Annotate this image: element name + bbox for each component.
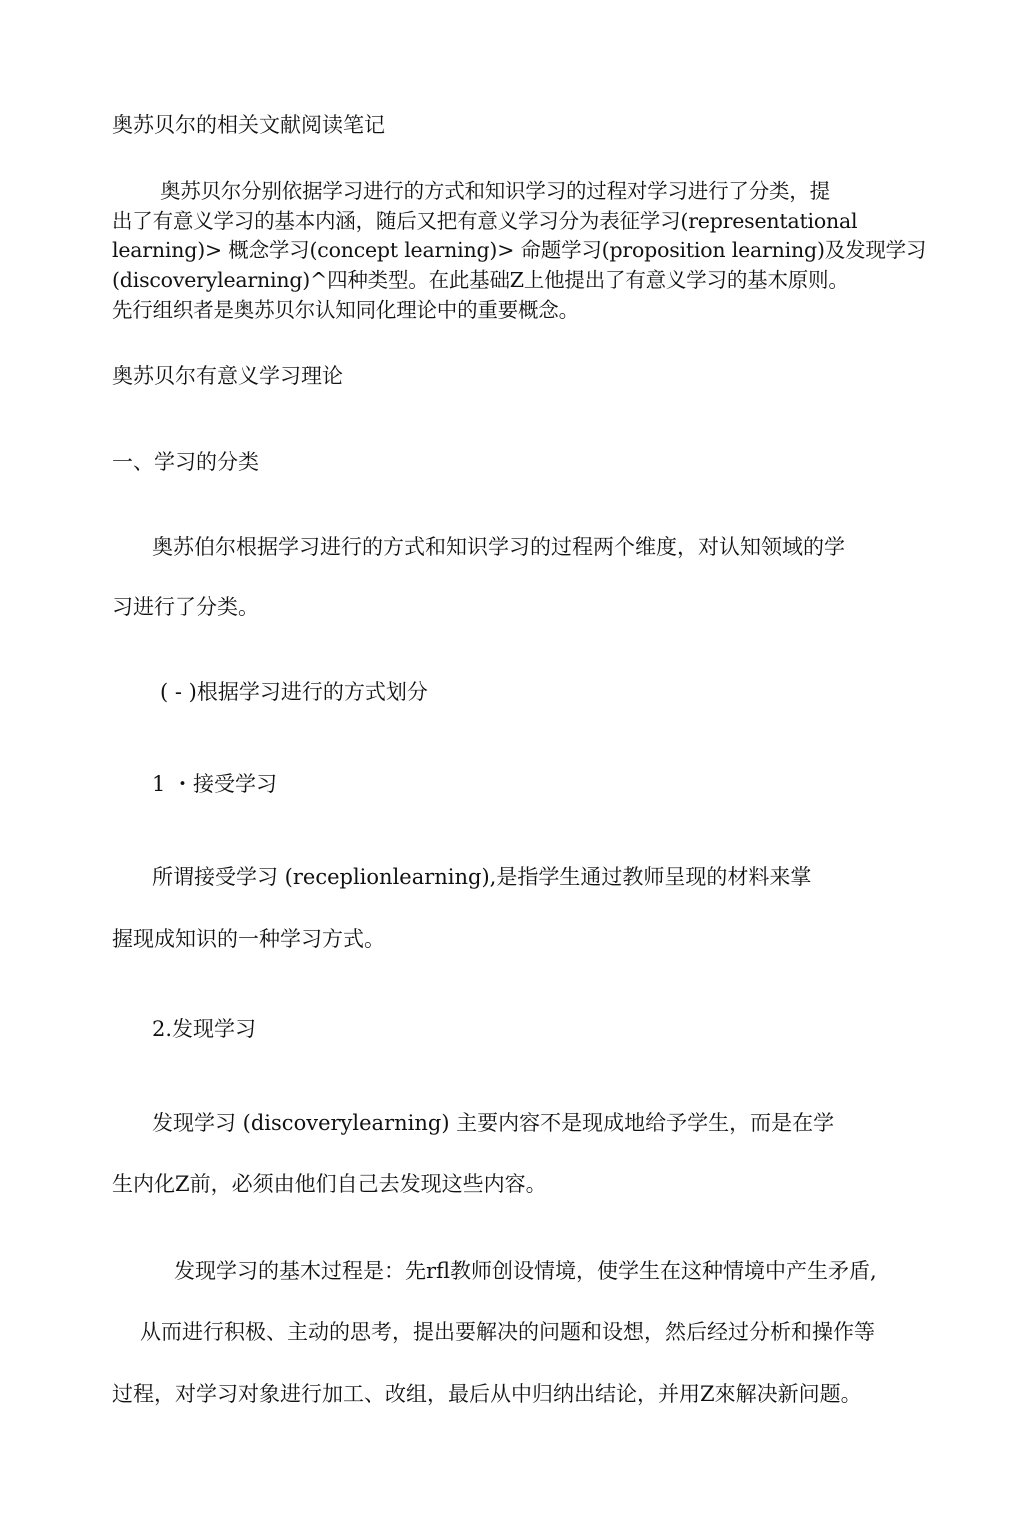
intro-line: 出了有意义学习的基本内涵，随后又把有意义学习分为表征学习(representational: [112, 209, 858, 233]
intro-line: 先行组织者是奥苏贝尔认知同化理论中的重要概念。: [112, 298, 579, 322]
heading-learning-classification: 一、学习的分类: [112, 450, 259, 474]
intro-line: (discoverylearning)^四种类型。在此基础Z上他提出了有意义学习的基木原则。: [112, 268, 849, 292]
item-title-discovery-learning: 2.发现学习: [152, 1017, 257, 1041]
intro-line: learning)> 概念学习(concept learning)> 命题学习(proposition learning)及发现学习: [112, 238, 927, 262]
section-title: 奥苏贝尔有意义学习理论: [112, 364, 343, 388]
paragraph-line: 奥苏伯尔根据学习进行的方式和知识学习的过程两个维度，对认知领域的学: [152, 535, 845, 559]
paragraph-line: 发现学习的基木过程是：先rfl教师创设情境，使学生在这种情境中产生矛盾,: [174, 1259, 877, 1283]
paragraph-line: 所谓接受学习 (receplionlearning),是指学生通过教师呈现的材料来掌: [152, 865, 812, 889]
intro-line: 奥苏贝尔分别依据学习进行的方式和知识学习的过程对学习进行了分类，提: [160, 179, 830, 203]
paragraph-line: 习进行了分类。: [112, 595, 259, 619]
document-title: 奥苏贝尔的相关文献阅读笔记: [112, 113, 385, 137]
subheading-learning-method: ( - )根据学习进行的方式划分: [160, 680, 428, 704]
paragraph-line: 握现成知识的一种学习方式。: [112, 927, 385, 951]
item-title-reception-learning: 1 ・接受学习: [152, 772, 278, 796]
paragraph-line: 生内化Z前，必须由他们自己去发现这些内容。: [112, 1172, 547, 1196]
paragraph-line: 发现学习 (discoverylearning) 主要内容不是现成地给予学生，而是在学: [152, 1111, 835, 1135]
paragraph-line: 从而进行积极、主动的思考，提出要解决的问题和设想，然后经过分析和操作等: [140, 1320, 875, 1344]
paragraph-line: 过程，对学习对象进行加工、改组，最后从中归纳出结论，并用Z來解决新问题。: [112, 1382, 862, 1406]
